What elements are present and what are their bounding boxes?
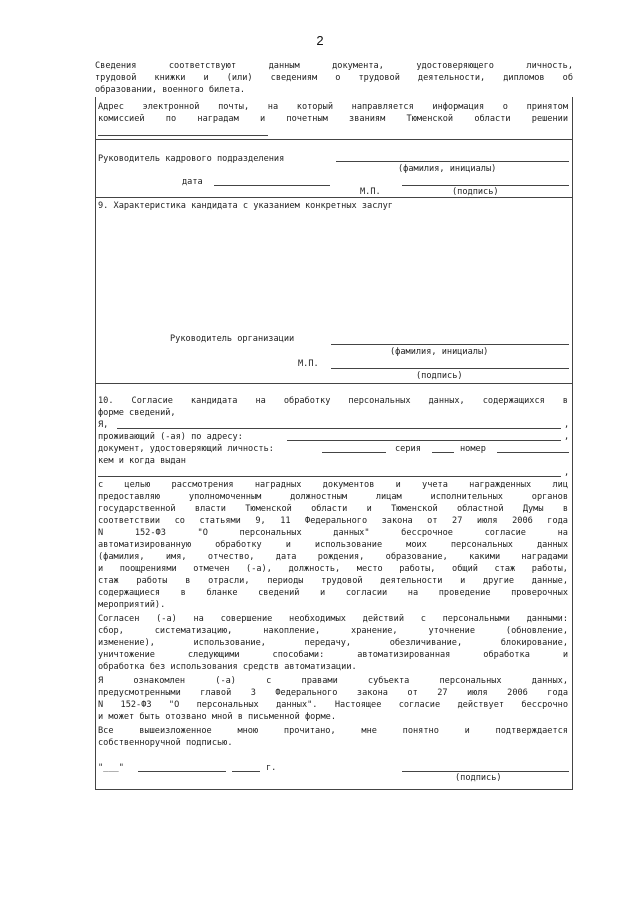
consent-line: автоматизированную обработку и использование моих персональных данных	[98, 540, 568, 550]
divider	[96, 197, 572, 198]
consent-line: государственной власти Тюменской области и Тюменской областной Думы в	[98, 504, 568, 514]
aware-line: N 152-ФЗ "О персональных данных". Настоящее согласие действует бессрочно	[98, 700, 568, 710]
divider	[96, 139, 572, 140]
comma: ,	[564, 432, 570, 442]
date-day: "___"	[98, 763, 124, 773]
consent-line: N 152-ФЗ "О персональных данных" бессрочное согласие на	[98, 528, 568, 538]
number-field[interactable]	[497, 452, 569, 453]
org-head-label: Руководитель организации	[170, 334, 295, 344]
consent-line: и поощрениями отмечен (-а), должность, место работы, общий стаж работы,	[98, 564, 568, 574]
section10-title-1: 10. Согласие кандидата на обработку персональных данных, содержащихся в	[98, 396, 568, 406]
divider	[96, 383, 572, 384]
aware-line: Я ознакомлен (-а) с правами субъекта персональных данных,	[98, 676, 568, 686]
doc-label: документ, удостоверяющий личность:	[98, 444, 274, 454]
org-head-hint: (фамилия, инициалы)	[390, 347, 489, 357]
page-number: 2	[316, 33, 324, 48]
org-stamp: М.П.	[298, 359, 319, 369]
aware-line: предусмотренными главой 3 Федерального закона от 27 июля 2006 года	[98, 688, 568, 698]
intro-line-3: образовании, военного билета.	[95, 85, 246, 95]
email-line-1: Адрес электронной почты, на который направляется информация о принятом	[98, 102, 568, 112]
hr-date-field[interactable]	[214, 185, 330, 186]
section10-title-2: форме сведений,	[98, 408, 176, 418]
issued-label: кем и когда выдан	[98, 456, 186, 466]
consent-line: стаж работы в отрасли, периоды трудовой деятельности и другие данные,	[98, 576, 568, 586]
i-label: Я,	[98, 420, 109, 430]
consent-line: соответствии со статьями 9, 11 Федерального закона от 27 июля 2006 года	[98, 516, 568, 526]
agree-line: уничтожение следующими способами: автоматизированная обработка и	[98, 650, 568, 660]
agree-line: Согласен (-а) на совершение необходимых действий с персональными данными:	[98, 614, 568, 624]
address-field[interactable]	[287, 440, 561, 441]
consent-last: мероприятий).	[98, 600, 166, 610]
date-month-field[interactable]	[138, 771, 226, 772]
agree-line: сбор, систематизацию, накопление, хранение, уточнение (обновление,	[98, 626, 568, 636]
confirm-last: собственноручной подписью.	[98, 738, 233, 748]
intro-line-1: Сведения соответствуют данным документа, удостоверяющего личность,	[95, 61, 573, 71]
issued-field[interactable]	[98, 476, 561, 477]
hr-head-label: Руководитель кадрового подразделения	[98, 154, 285, 164]
hr-head-field[interactable]	[336, 161, 569, 162]
email-field[interactable]	[98, 135, 268, 136]
consent-line: содержащиеся в бланке сведений и согласии на проведение проверочных	[98, 588, 568, 598]
year-suffix: г.	[266, 763, 277, 773]
email-line-2: комиссией по наградам и почетным званиям Тюменской области решении	[98, 114, 568, 124]
org-sign-hint: (подпись)	[416, 371, 463, 381]
hr-date-label: дата	[182, 177, 203, 187]
agree-last: обработка без использования средств автоматизации.	[98, 662, 357, 672]
doc-type-field[interactable]	[322, 452, 386, 453]
intro-line-2: трудовой книжки и (или) сведениям о трудовой деятельности, дипломов об	[95, 73, 573, 83]
series-label: серия	[395, 444, 421, 454]
comma: ,	[564, 420, 570, 430]
hr-stamp: М.П.	[360, 187, 381, 197]
address-label: проживающий (-ая) по адресу:	[98, 432, 243, 442]
consent-line: (фамилия, имя, отчество, дата рождения, образование, какими наградами	[98, 552, 568, 562]
aware-last: и может быть отозвано мной в письменной форме.	[98, 712, 336, 722]
fullname-field[interactable]	[117, 428, 561, 429]
hr-head-hint: (фамилия, инициалы)	[398, 164, 497, 174]
final-sign-hint: (подпись)	[455, 773, 502, 783]
date-year-field[interactable]	[232, 771, 260, 772]
number-label: номер	[460, 444, 486, 454]
consent-line: предоставляю уполномоченным должностным лицам исполнительных органов	[98, 492, 568, 502]
org-sign-field[interactable]	[331, 368, 569, 369]
series-field[interactable]	[432, 452, 454, 453]
section9-title: 9. Характеристика кандидата с указанием конкретных заслуг	[98, 201, 393, 211]
confirm-line: Все вышеизложенное мною прочитано, мне понятно и подтверждается	[98, 726, 568, 736]
agree-line: изменение), использование, передачу, обезличивание, блокирование,	[98, 638, 568, 648]
form-bottom-border	[95, 789, 573, 790]
org-head-field[interactable]	[331, 344, 569, 345]
comma: ,	[564, 468, 570, 478]
hr-sign-hint: (подпись)	[452, 187, 499, 197]
consent-line: с целью рассмотрения наградных документов и учета награжденных лиц	[98, 480, 568, 490]
